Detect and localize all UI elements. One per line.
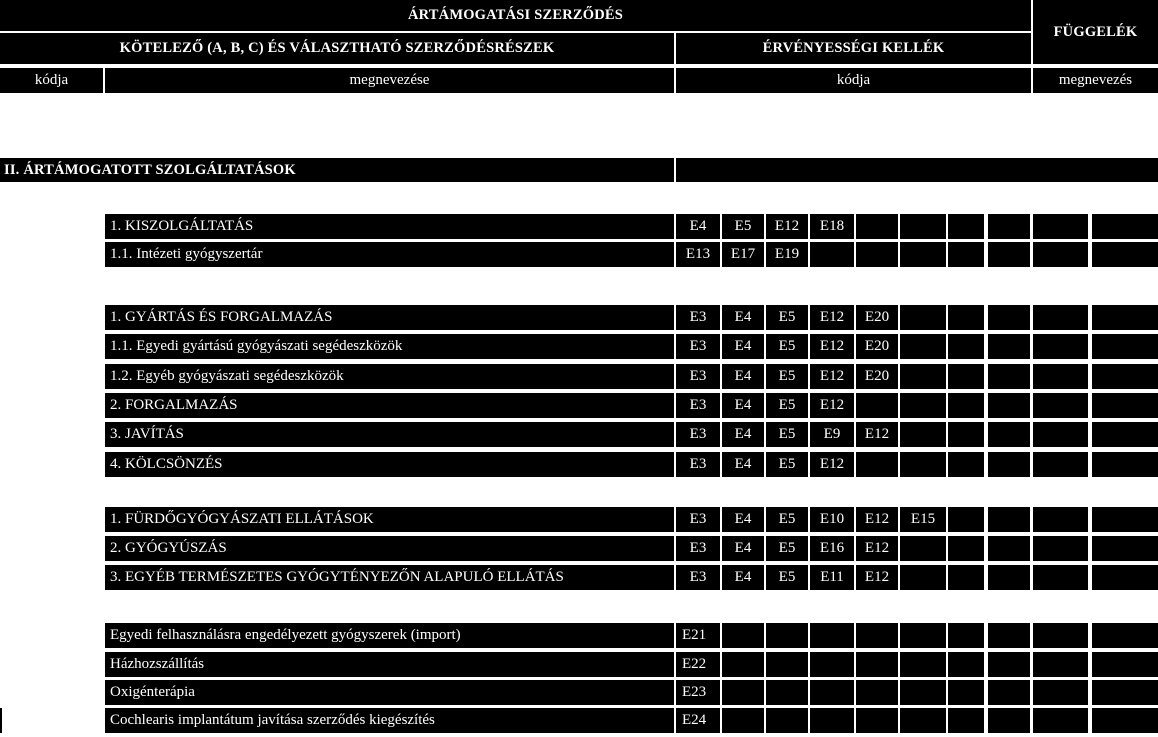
row-name: Cochlearis implantátum javítása szerződés kiegészítés [105,708,674,733]
validity-code-cell: E5 [766,393,808,418]
empty-cell [766,623,808,648]
margin-mark [0,708,2,733]
empty-cell [1092,623,1158,648]
validity-code-cell: E20 [856,364,898,389]
empty-cell [810,708,854,733]
empty-cell [988,708,1030,733]
empty-cell [948,708,984,733]
empty-cell [1033,536,1088,561]
row-name: 2. FORGALMAZÁS [105,393,674,418]
empty-cell [1033,364,1088,389]
validity-code-cell: E4 [676,214,720,239]
empty-cell [1033,507,1088,532]
empty-cell [988,214,1030,239]
empty-cell [948,565,984,590]
empty-cell [810,242,854,267]
empty-cell [988,565,1030,590]
empty-cell [1033,214,1088,239]
validity-code-cell: E4 [722,393,764,418]
empty-cell [988,452,1030,477]
empty-cell [810,652,854,677]
empty-cell [900,305,946,330]
empty-cell [948,305,984,330]
empty-cell [948,242,984,267]
validity-code-cell: E12 [856,565,898,590]
empty-cell [988,507,1030,532]
empty-cell [900,393,946,418]
validity-code-cell: E18 [810,214,854,239]
empty-cell [948,680,984,705]
validity-code-cell: E4 [722,452,764,477]
validity-code-cell: E11 [810,565,854,590]
empty-cell [988,623,1030,648]
empty-cell [900,364,946,389]
attachment-header: FÜGGELÉK [1033,0,1158,64]
validity-code-cell: E3 [676,452,720,477]
validity-code-cell: E12 [856,536,898,561]
empty-cell [988,536,1030,561]
validity-code-cell: E3 [676,393,720,418]
empty-cell [900,452,946,477]
empty-cell [1092,652,1158,677]
validity-header: ÉRVÉNYESSÉGI KELLÉK [676,33,1031,64]
empty-cell [1033,393,1088,418]
empty-cell [722,708,764,733]
row-name: 1. KISZOLGÁLTATÁS [105,214,674,239]
empty-cell [722,652,764,677]
empty-cell [1092,507,1158,532]
validity-code-cell: E5 [766,452,808,477]
validity-code-cell: E5 [766,507,808,532]
empty-cell [988,422,1030,447]
empty-cell [948,422,984,447]
row-name: 1.2. Egyéb gyógyászati segédeszközök [105,364,674,389]
row-name: 1.1. Intézeti gyógyszertár [105,242,674,267]
empty-cell [856,708,898,733]
validity-code-cell: E4 [722,305,764,330]
row-name: 3. EGYÉB TERMÉSZETES GYÓGYTÉNYEZŐN ALAPULÓ ELLÁTÁS [105,565,674,590]
validity-code-cell: E4 [722,364,764,389]
empty-cell [900,565,946,590]
validity-code-cell: E5 [766,305,808,330]
empty-cell [856,623,898,648]
empty-cell [948,452,984,477]
empty-cell [900,536,946,561]
empty-cell [948,334,984,359]
empty-cell [988,652,1030,677]
validity-code-cell: E10 [810,507,854,532]
validity-code-cell: E13 [676,242,720,267]
empty-cell [1033,680,1088,705]
row-name: 2. GYÓGYÚSZÁS [105,536,674,561]
validity-code-cell: E12 [766,214,808,239]
row-name: Oxigénterápia [105,680,674,705]
empty-cell [948,536,984,561]
row-name: 1. FÜRDŐGYÓGYÁSZATI ELLÁTÁSOK [105,507,674,532]
empty-cell [1033,652,1088,677]
empty-cell [900,652,946,677]
validity-code-cell: E3 [676,507,720,532]
empty-cell [988,242,1030,267]
empty-cell [948,214,984,239]
validity-code-cell: E4 [722,422,764,447]
empty-cell [766,652,808,677]
empty-cell [856,680,898,705]
empty-cell [900,242,946,267]
contract-title: ÁRTÁMOGATÁSI SZERZŐDÉS [0,0,1031,31]
empty-cell [1033,334,1088,359]
contract-parts-header: KÖTELEZŐ (A, B, C) ÉS VÁLASZTHATÓ SZERZŐDÉSRÉSZEK [0,33,674,64]
empty-cell [722,680,764,705]
empty-cell [1092,364,1158,389]
empty-cell [1033,565,1088,590]
validity-code-cell: E19 [766,242,808,267]
empty-cell [856,393,898,418]
validity-code-cell: E9 [810,422,854,447]
row-name: 1.1. Egyedi gyártású gyógyászati segédeszközök [105,334,674,359]
empty-cell [988,680,1030,705]
empty-cell [766,708,808,733]
section-title: II. ÁRTÁMOGATOTT SZOLGÁLTATÁSOK [0,158,674,182]
code-column-label: kódja [0,68,103,93]
validity-code-cell: E12 [856,507,898,532]
empty-cell [1092,536,1158,561]
validity-code-cell: E5 [766,422,808,447]
validity-code-cell: E16 [810,536,854,561]
empty-cell [900,708,946,733]
section-title-spacer [676,158,1158,182]
empty-cell [856,652,898,677]
empty-cell [1033,422,1088,447]
empty-cell [900,214,946,239]
row-name: 3. JAVÍTÁS [105,422,674,447]
empty-cell [1033,623,1088,648]
validity-code-cell: E21 [676,623,720,648]
validity-code-cell: E3 [676,536,720,561]
empty-cell [948,623,984,648]
empty-cell [810,623,854,648]
empty-cell [856,452,898,477]
validity-code-cell: E12 [810,393,854,418]
validity-code-cell: E22 [676,652,720,677]
empty-cell [1033,452,1088,477]
validity-code-cell: E4 [722,565,764,590]
validity-code-cell: E20 [856,334,898,359]
validity-code-cell: E3 [676,364,720,389]
empty-cell [766,680,808,705]
empty-cell [988,364,1030,389]
empty-cell [1092,334,1158,359]
validity-code-cell: E5 [722,214,764,239]
empty-cell [948,364,984,389]
validity-code-cell: E3 [676,565,720,590]
empty-cell [900,334,946,359]
empty-cell [856,214,898,239]
validity-code-cell: E12 [810,305,854,330]
empty-cell [1092,422,1158,447]
validity-code-cell: E5 [766,565,808,590]
validity-code-cell: E23 [676,680,720,705]
validity-code-cell: E5 [766,364,808,389]
validity-code-cell: E12 [810,334,854,359]
empty-cell [1092,242,1158,267]
validity-code-cell: E12 [856,422,898,447]
empty-cell [988,305,1030,330]
validity-code-cell: E17 [722,242,764,267]
empty-cell [988,334,1030,359]
validity-code-cell: E5 [766,334,808,359]
row-name: Egyedi felhasználásra engedélyezett gyógyszerek (import) [105,623,674,648]
validity-code-cell: E3 [676,305,720,330]
empty-cell [1033,708,1088,733]
row-name: 4. KÖLCSÖNZÉS [105,452,674,477]
empty-cell [1033,305,1088,330]
validity-code-cell: E3 [676,422,720,447]
empty-cell [1092,393,1158,418]
empty-cell [900,680,946,705]
validity-code-cell: E12 [810,452,854,477]
empty-cell [1092,680,1158,705]
validity-code-cell: E4 [722,536,764,561]
name-column-label: megnevezése [105,68,674,93]
empty-cell [1092,565,1158,590]
empty-cell [900,623,946,648]
validity-code-cell: E20 [856,305,898,330]
empty-cell [948,507,984,532]
empty-cell [1092,305,1158,330]
row-name: Házhozszállítás [105,652,674,677]
empty-cell [1092,214,1158,239]
empty-cell [810,680,854,705]
validity-code-column-label: kódja [676,68,1031,93]
empty-cell [948,393,984,418]
validity-code-cell: E4 [722,507,764,532]
empty-cell [722,623,764,648]
validity-code-cell: E24 [676,708,720,733]
validity-code-cell: E15 [900,507,946,532]
validity-code-cell: E5 [766,536,808,561]
row-name: 1. GYÁRTÁS ÉS FORGALMAZÁS [105,305,674,330]
validity-code-cell: E4 [722,334,764,359]
empty-cell [988,393,1030,418]
empty-cell [900,422,946,447]
validity-code-cell: E12 [810,364,854,389]
attachment-name-column-label: megnevezés [1033,68,1158,93]
empty-cell [856,242,898,267]
empty-cell [1092,452,1158,477]
empty-cell [1033,242,1088,267]
validity-code-cell: E3 [676,334,720,359]
empty-cell [948,652,984,677]
empty-cell [1092,708,1158,733]
